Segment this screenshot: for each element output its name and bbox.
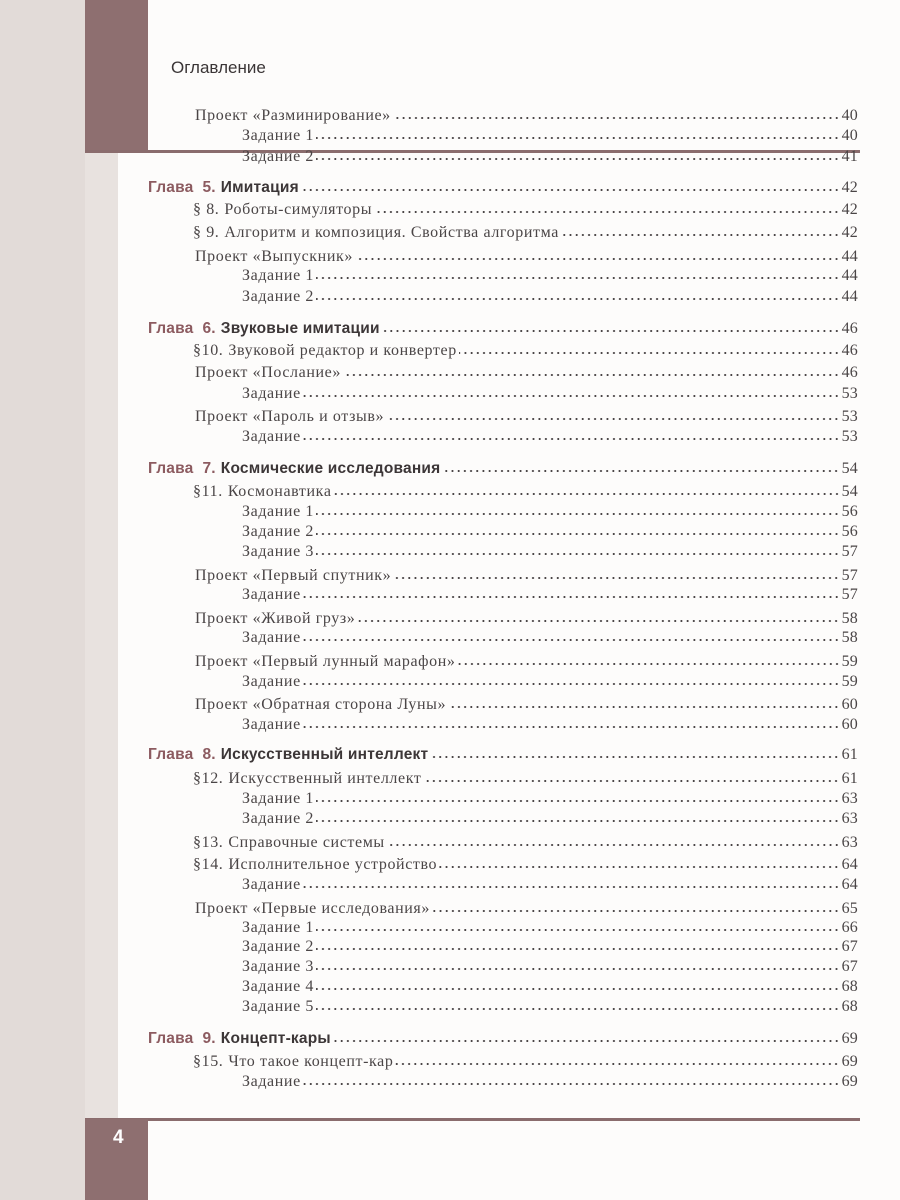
entry-page-number: 59 [841, 653, 858, 670]
entry-number: Глава 9. [148, 1030, 216, 1047]
entry-page-number: 44 [841, 288, 858, 305]
toc-entry-task [242, 586, 858, 606]
dot-leader [374, 210, 840, 214]
toc-entry-task [242, 978, 858, 998]
dot-leader [448, 705, 839, 709]
toc-entry-task [242, 919, 858, 939]
entry-page-number: 61 [841, 770, 858, 787]
toc-entry-chapter [148, 179, 858, 199]
entry-page-number: 65 [841, 900, 858, 917]
entry-number: §12. [193, 770, 224, 787]
dot-leader [316, 947, 840, 951]
toc-entry-task [242, 876, 858, 896]
entry-title: Задание 2 [242, 810, 314, 827]
entry-title: Задание [242, 876, 301, 893]
dot-leader [357, 619, 839, 623]
toc-entry-project [195, 248, 858, 268]
toc-entry-task [242, 543, 858, 563]
toc-entry-task [242, 288, 858, 308]
dot-leader [393, 576, 839, 580]
entry-title: Задание 4 [242, 978, 314, 995]
dot-leader [316, 819, 840, 823]
dot-leader [382, 329, 840, 333]
dot-leader [316, 987, 840, 991]
toc-entry-task [242, 523, 858, 543]
dot-leader [303, 885, 840, 889]
entry-title: Задание 1 [242, 267, 314, 284]
toc-entry-task [242, 810, 858, 830]
entry-page-number: 57 [841, 586, 858, 603]
entry-title: Проект «Пароль и отзыв» [195, 408, 385, 425]
entry-title: Задание 2 [242, 523, 314, 540]
toc-entry-task [242, 716, 858, 736]
entry-number: Глава 8. [148, 746, 216, 763]
entry-page-number: 59 [841, 673, 858, 690]
toc-entry-section [193, 834, 858, 854]
toc-entry-section [193, 201, 858, 221]
toc-entry-task [242, 629, 858, 649]
entry-title: Задание 2 [242, 938, 314, 955]
entry-title: Задание [242, 673, 301, 690]
entry-number: §15. [193, 1053, 224, 1070]
dot-leader [442, 469, 839, 473]
toc-entry-task [242, 267, 858, 287]
entry-title: Задание 2 [242, 288, 314, 305]
entry-title: Задание [242, 586, 301, 603]
dot-leader [423, 779, 839, 783]
entry-title: Задание 1 [242, 790, 314, 807]
dot-leader [316, 512, 840, 516]
entry-page-number: 46 [841, 364, 858, 381]
dot-leader [303, 394, 840, 398]
entry-page-number: 44 [841, 248, 858, 265]
dot-leader [387, 843, 840, 847]
entry-title: Задание 3 [242, 958, 314, 975]
dot-leader [303, 595, 840, 599]
entry-page-number: 68 [841, 978, 858, 995]
entry-page-number: 64 [841, 876, 858, 893]
entry-title: Проект «Выпускник» [195, 248, 353, 265]
dot-leader [334, 492, 840, 496]
toc-entry-task [242, 148, 858, 168]
toc-entry-section [193, 224, 858, 244]
entry-page-number: 56 [841, 523, 858, 540]
entry-page-number: 69 [841, 1030, 858, 1047]
toc-entry-chapter [148, 1030, 858, 1050]
entry-page-number: 56 [841, 503, 858, 520]
entry-number: Глава 5. [148, 179, 216, 196]
entry-title: Задание 3 [242, 543, 314, 560]
page-edge [0, 0, 85, 1200]
entry-title: Имитация [220, 179, 299, 196]
entry-title: Задание 1 [242, 127, 314, 144]
entry-page-number: 46 [841, 320, 858, 337]
entry-title: Искусственный интеллект [220, 746, 429, 763]
entry-title: Космонавтика [227, 483, 332, 500]
toc-entry-project [195, 408, 858, 428]
entry-title: Звуковой редактор и конвертер [228, 342, 457, 359]
entry-page-number: 61 [841, 746, 858, 763]
entry-title: Задание 5 [242, 998, 314, 1015]
entry-page-number: 42 [841, 224, 858, 241]
entry-number: § 8. [193, 201, 220, 218]
entry-page-number: 40 [841, 127, 858, 144]
dot-leader [439, 865, 839, 869]
dot-leader [386, 417, 839, 421]
toc-entry-project [195, 653, 858, 673]
toc-entry-project [195, 900, 858, 920]
dot-leader [316, 297, 840, 301]
entry-number: §10. [193, 342, 224, 359]
dot-leader [303, 437, 840, 441]
entry-page-number: 63 [841, 790, 858, 807]
entry-title: Проект «Живой груз» [195, 610, 356, 627]
entry-title: Звуковые имитации [220, 320, 380, 337]
entry-page-number: 58 [841, 610, 858, 627]
dot-leader [458, 662, 840, 666]
dot-leader [303, 682, 840, 686]
entry-title: Исполнительное устройство [228, 856, 438, 873]
dot-leader [316, 928, 840, 932]
dot-leader [316, 276, 840, 280]
entry-page-number: 54 [841, 460, 858, 477]
toc-entry-task [242, 503, 858, 523]
entry-page-number: 53 [841, 385, 858, 402]
entry-page-number: 60 [841, 716, 858, 733]
entry-title: Задание [242, 716, 301, 733]
entry-title: Проект «Первый лунный марафон» [195, 653, 456, 670]
entry-title: Космические исследования [220, 460, 441, 477]
dot-leader [303, 638, 840, 642]
toc-entry-task [242, 428, 858, 448]
toc-entry-project [195, 107, 858, 127]
dot-leader [430, 755, 839, 759]
toc-entry-section [193, 483, 858, 503]
entry-page-number: 46 [841, 342, 858, 359]
dot-leader [395, 1062, 839, 1066]
footer-divider [85, 1118, 860, 1121]
entry-title: Проект «Первые исследования» [195, 900, 430, 917]
entry-page-number: 60 [841, 696, 858, 713]
toc-entry-project [195, 610, 858, 630]
dot-leader [355, 257, 840, 261]
dot-leader [459, 351, 840, 355]
dot-leader [432, 909, 840, 913]
entry-number: §13. [193, 834, 224, 851]
toc-entry-task [242, 127, 858, 147]
dot-leader [343, 373, 840, 377]
entry-page-number: 69 [841, 1053, 858, 1070]
toc-entry-task [242, 673, 858, 693]
entry-page-number: 68 [841, 998, 858, 1015]
entry-page-number: 63 [841, 810, 858, 827]
toc-entry-project [195, 696, 858, 716]
entry-title: Задание [242, 428, 301, 445]
entry-page-number: 57 [841, 543, 858, 560]
entry-page-number: 42 [841, 179, 858, 196]
entry-title: Проект «Обратная сторона Луны» [195, 696, 447, 713]
entry-title: Проект «Разминирование» [195, 107, 391, 124]
toc-entry-task [242, 385, 858, 405]
toc-entry-chapter [148, 746, 858, 766]
toc-entry-section [193, 856, 858, 876]
toc-entry-project [195, 567, 858, 587]
dot-leader [301, 188, 840, 192]
entry-page-number: 66 [841, 919, 858, 936]
toc-entry-project [195, 364, 858, 384]
toc-entry-section [193, 342, 858, 362]
dot-leader [393, 116, 840, 120]
toc-entry-task [242, 938, 858, 958]
dot-leader [333, 1039, 840, 1043]
toc-entry-chapter [148, 320, 858, 340]
entry-page-number: 67 [841, 958, 858, 975]
dot-leader [316, 799, 840, 803]
entry-title: Справочные системы [228, 834, 385, 851]
toc-entry-section [193, 770, 858, 790]
entry-title: Проект «Первый спутник» [195, 567, 392, 584]
header-band [85, 0, 148, 152]
toc-entry-section [193, 1053, 858, 1073]
toc-entry-task [242, 958, 858, 978]
entry-page-number: 57 [841, 567, 858, 584]
entry-title: Задание 1 [242, 503, 314, 520]
entry-page-number: 42 [841, 201, 858, 218]
entry-page-number: 54 [841, 483, 858, 500]
entry-number: §11. [193, 483, 223, 500]
entry-page-number: 41 [841, 148, 858, 165]
dot-leader [316, 532, 840, 536]
entry-title: Искусственный интеллект [228, 770, 422, 787]
entry-number: § 9. [193, 224, 220, 241]
entry-title: Задание 2 [242, 148, 314, 165]
page-number: 4 [113, 1127, 124, 1148]
dot-leader [316, 136, 840, 140]
entry-page-number: 53 [841, 428, 858, 445]
toc-entry-task [242, 998, 858, 1018]
running-header-title: Оглавление [171, 58, 266, 77]
entry-title: Что такое концепт-кар [228, 1053, 394, 1070]
entry-title: Концепт-кары [220, 1030, 331, 1047]
dot-leader [316, 1007, 840, 1011]
dot-leader [561, 233, 840, 237]
entry-title: Задание [242, 629, 301, 646]
entry-title: Задание [242, 1073, 301, 1090]
entry-number: Глава 6. [148, 320, 216, 337]
entry-page-number: 69 [841, 1073, 858, 1090]
entry-page-number: 40 [841, 107, 858, 124]
entry-page-number: 58 [841, 629, 858, 646]
entry-page-number: 67 [841, 938, 858, 955]
toc-entry-chapter [148, 460, 858, 480]
entry-title: Роботы-симуляторы [224, 201, 373, 218]
entry-number: Глава 7. [148, 460, 216, 477]
dot-leader [316, 967, 840, 971]
entry-page-number: 44 [841, 267, 858, 284]
toc-entry-task [242, 1073, 858, 1093]
dot-leader [303, 725, 840, 729]
dot-leader [303, 1082, 840, 1086]
entry-page-number: 53 [841, 408, 858, 425]
entry-title: Алгоритм и композиция. Свойства алгоритма [224, 224, 559, 241]
dot-leader [316, 157, 840, 161]
entry-number: §14. [193, 856, 224, 873]
entry-page-number: 63 [841, 834, 858, 851]
entry-title: Задание [242, 385, 301, 402]
dot-leader [316, 552, 840, 556]
toc-entry-task [242, 790, 858, 810]
entry-page-number: 64 [841, 856, 858, 873]
entry-title: Проект «Послание» [195, 364, 341, 381]
entry-title: Задание 1 [242, 919, 314, 936]
